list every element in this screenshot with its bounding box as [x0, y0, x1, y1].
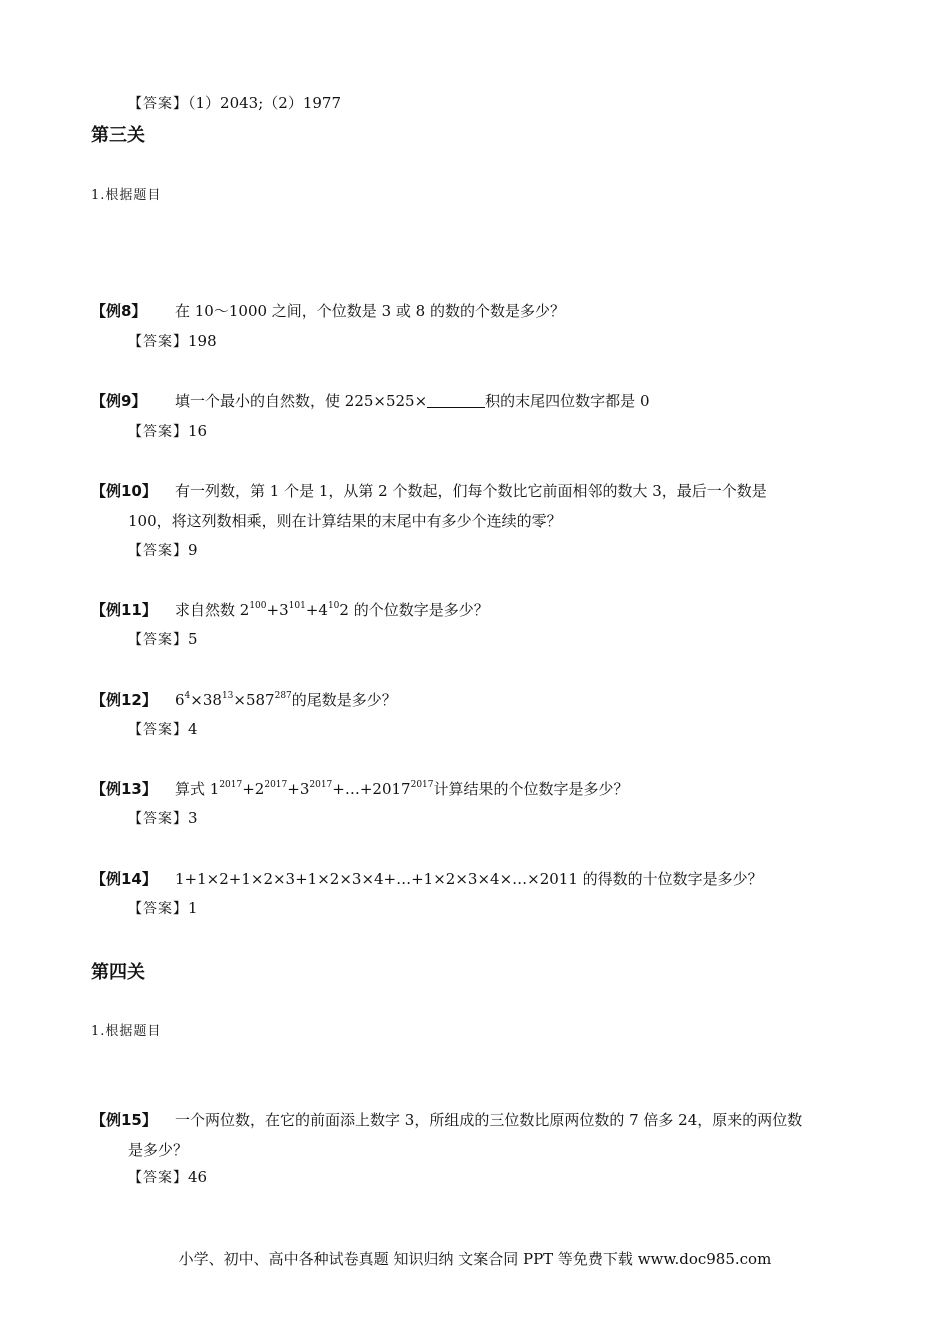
answer-value: 1	[188, 899, 198, 917]
example-label: 【例14】	[91, 870, 157, 888]
answer-value: 4	[188, 720, 198, 738]
answer-14	[128, 898, 198, 918]
example-15	[91, 1109, 803, 1159]
answer-value: 46	[188, 1168, 208, 1186]
answer-9	[128, 421, 207, 441]
example-question-line2: 100，将这列数相乘，则在计算结果的末尾中有多少个连续的零？	[128, 512, 562, 530]
answer-blank[interactable]	[427, 393, 485, 408]
example-question-line2: 是多少？	[128, 1141, 189, 1159]
answer-value: 198	[188, 332, 217, 350]
example-12	[91, 689, 397, 710]
example-label: 【例8】	[91, 302, 147, 320]
example-label: 【例11】	[91, 601, 157, 619]
example-question: 在 10～1000 之间，个位数是 3 或 8 的数的个数是多少？	[175, 302, 565, 320]
answer-value: （1）2043;（2）1977	[188, 94, 341, 112]
answer-tag: 【答案】	[128, 901, 188, 917]
answer-tag: 【答案】	[128, 632, 188, 648]
answer-13	[128, 808, 198, 828]
example-question-line1: 一个两位数，在它的前面添上数字 3，所组成的三位数比原两位数的 7 倍多 24，原来的两位数	[175, 1111, 803, 1129]
answer-tag: 【答案】	[128, 1170, 188, 1186]
section-note-4: 1.根据题目	[91, 1024, 162, 1039]
example-9	[91, 390, 650, 411]
answer-tag: 【答案】	[128, 334, 188, 350]
answer-10	[128, 540, 198, 560]
example-label: 【例10】	[91, 482, 157, 500]
example-14	[91, 868, 763, 889]
answer-value: 5	[188, 630, 198, 648]
page-footer: 小学、初中、高中各种试卷真题 知识归纳 文案合同 PPT 等免费下载 www.doc985.com	[178, 1250, 772, 1268]
example-10	[91, 480, 767, 530]
example-question-line1: 有一列数，第 1 个是 1，从第 2 个数起，们每个数比它前面相邻的数大 3，最后一个数是	[175, 482, 767, 500]
answer-value: 16	[188, 422, 208, 440]
example-label: 【例13】	[91, 780, 157, 798]
answer-8	[128, 331, 217, 351]
answer-tag: 【答案】	[128, 543, 188, 559]
example-label: 【例9】	[91, 392, 147, 410]
answer-11	[128, 629, 198, 649]
answer-tag: 【答案】	[128, 811, 188, 827]
example-label: 【例12】	[91, 691, 157, 709]
example-question: $6^4\times 38^{13}\times 587^{287}$的尾数是多少？	[175, 691, 397, 709]
answer-tag: 【答案】	[128, 96, 188, 112]
example-11	[91, 599, 489, 620]
example-question: 1+1×2+1×2×3+1×2×3×4+…+1×2×3×4×…×2011 的得数的十位数字是多少？	[175, 870, 763, 888]
answer-12	[128, 719, 198, 739]
answer-value: 3	[188, 809, 198, 827]
example-question: 求自然数 $2^{100}+3^{101}+4^{10}2$ 的个位数字是多少？	[175, 601, 489, 619]
answer-previous	[128, 92, 341, 113]
section-title-3: 第三关	[91, 125, 145, 146]
example-13	[91, 778, 629, 799]
section-note-3: 1.根据题目	[91, 188, 162, 203]
answer-15	[128, 1167, 207, 1187]
answer-tag: 【答案】	[128, 424, 188, 440]
answer-value: 9	[188, 541, 198, 559]
example-question: 算式 $1^{2017}+2^{2017}+3^{2017}+\dots+2017^{2017}$计算结果的个位数字是多少？	[175, 780, 629, 798]
example-label: 【例15】	[91, 1111, 157, 1129]
section-title-4: 第四关	[91, 962, 145, 983]
example-8	[91, 300, 565, 321]
example-question: 填一个最小的自然数，使 225×525× 积的末尾四位数字都是 0	[175, 392, 650, 410]
answer-tag: 【答案】	[128, 722, 188, 738]
